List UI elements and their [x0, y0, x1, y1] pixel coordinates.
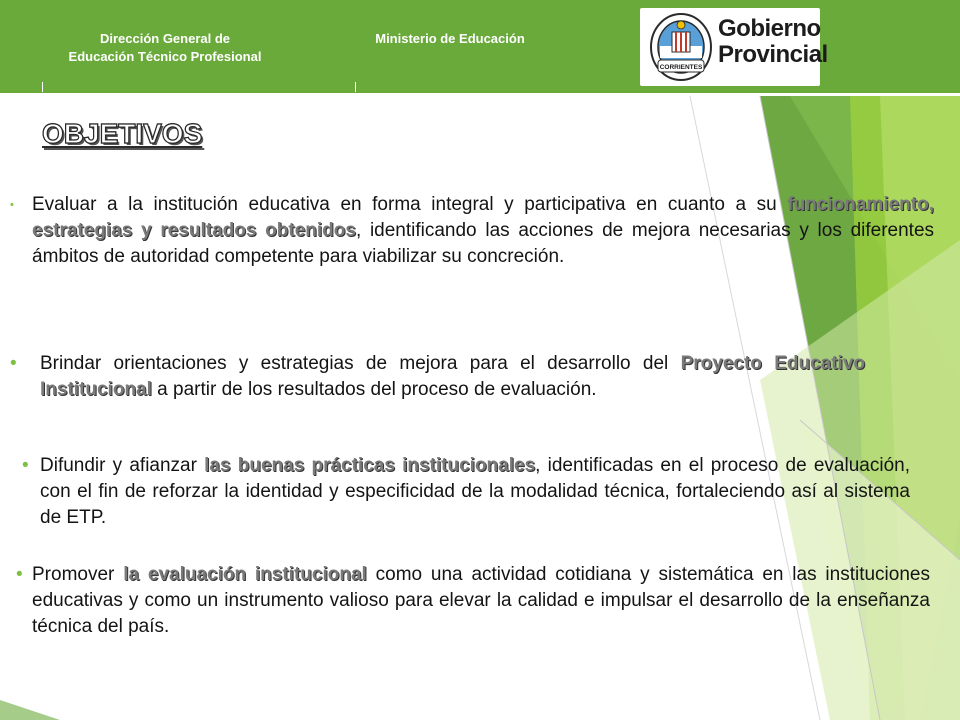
objective-item [10, 351, 865, 403]
bullet-icon: • [10, 199, 14, 211]
header-left-text [20, 30, 310, 66]
header-left-line2: Educación Técnico Profesional [68, 49, 262, 64]
seal-text: CORRIENTES [659, 64, 703, 71]
bullet-icon: • [10, 353, 17, 374]
objective-text: Difundir y afianzar [40, 455, 205, 476]
objective-highlight: Proyecto Educativo Institucional [40, 353, 865, 400]
logo-line2: Provincial [718, 41, 828, 68]
gobierno-provincial-logo [640, 8, 828, 86]
objective-text: Brindar orientaciones y estrategias de mejora para el desarrollo del [40, 353, 681, 374]
header-tick-middle [355, 82, 356, 92]
bullet-icon: • [16, 564, 23, 585]
corrientes-seal-icon [648, 12, 714, 82]
bullet-icon: • [22, 455, 29, 476]
objective-text: , identificando las acciones de mejora necesarias y los diferentes ámbitos de autoridad competente para viabilizar su concreción. [32, 220, 935, 267]
header-tick-left [42, 82, 43, 92]
objective-text: a partir de los resultados del proceso de evaluación. [151, 379, 597, 400]
objective-text: como una actividad cotidiana y sistemática en las instituciones educativas y como un instrumento valioso para elevar la calidad e impulsar el desarrollo de la enseñanza técnica del país. [32, 564, 930, 637]
objective-highlight: funcionamiento, estrategias y resultados obtenidos [32, 194, 934, 241]
objective-item [22, 453, 910, 531]
objective-item [16, 562, 930, 640]
objective-text: Evaluar a la institución educativa en forma integral y participativa en cuanto a su [32, 194, 788, 215]
objective-highlight: las buenas prácticas institucionales [204, 455, 536, 476]
header-middle-text: Ministerio de Educación [375, 31, 525, 46]
objective-highlight: la evaluación institucional [123, 564, 367, 585]
logo-line1: Gobierno [718, 15, 821, 42]
objective-text: , identificadas en el proceso de evaluación, con el fin de reforzar la identidad y especificidad de la modalidad técnica, fortaleciendo así al sistema de ETP. [40, 455, 910, 528]
objective-item [10, 192, 935, 270]
objective-text: Promover [32, 564, 124, 585]
header-left-line1: Dirección General de [99, 31, 231, 46]
header-bar [0, 0, 960, 96]
page-title: OBJETIVOS [42, 118, 203, 149]
gobierno-provincial-text [718, 16, 828, 68]
